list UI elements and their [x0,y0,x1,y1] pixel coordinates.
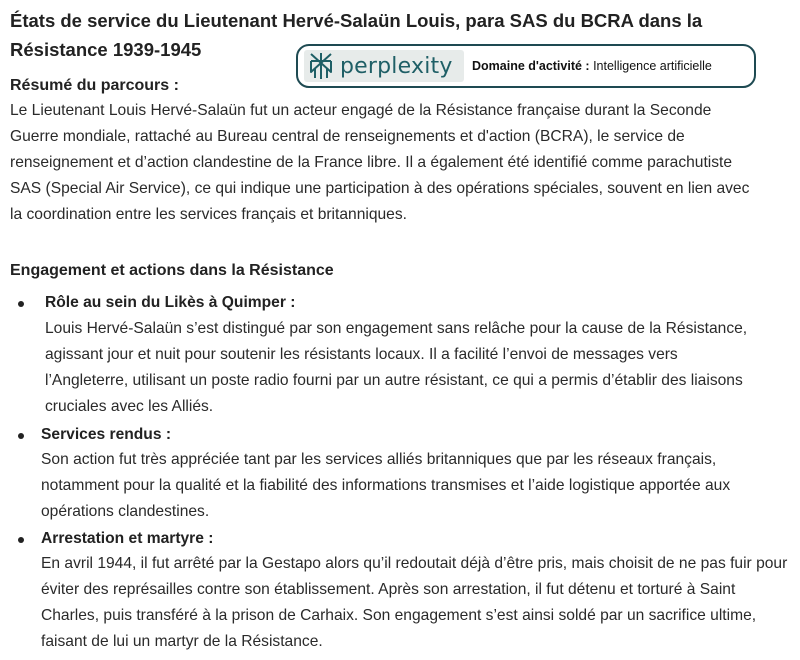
item-title-arrest: Arrestation et martyre : [41,530,214,547]
summary-heading: Résumé du parcours : [10,77,179,94]
engagement-heading: Engagement et actions dans la Résistance [10,262,334,279]
document-title: États de service du Lieutenant Hervé-Salaün Louis, para SAS du BCRA dans la Résistance 1939-1945 [10,10,703,60]
bullet-dot [18,537,24,543]
domain-label: Domaine d'activité : [472,59,590,73]
item-text-arrest: En avril 1944, il fut arrêté par la Gestapo alors qu’il redoutait déjà d’être pris, mais choisit de ne pas fuir pour éviter des représailles contre son établissement. Après son arrestation, il fut détenu et torturé à Saint Charles, puis transféré à la prison de Carhaix. Son engagement s’est ainsi soldé par un sacrifice ultime, faisant de lui un martyr de la Résistance. [41,555,788,650]
domain-value: Intelligence artificielle [593,59,712,73]
bullet-dot [18,301,24,307]
perplexity-logo [304,50,464,82]
perplexity-badge [296,44,756,88]
item-title-services: Services rendus : [41,426,172,443]
item-title-role: Rôle au sein du Likès à Quimper : [45,294,296,311]
domain-line [472,59,712,73]
perplexity-wordmark: perplexity [340,53,453,79]
item-text-role: Louis Hervé-Salaün s’est distingué par son engagement sans relâche pour la cause de la Résistance, agissant jour et nuit pour soutenir les résistants locaux. Il a facilité l’envoi de messages vers l’Angleterre, utilisant un poste radio fourni par un autre résistant, ce qui a permis d’établir des liaisons cruciales avec les Alliés. [45,320,748,415]
item-text-services: Son action fut très appréciée tant par les services alliés britanniques que par les réseaux français, notamment pour la qualité et la fiabilité des informations transmises et l’aide logistique apportée aux opérations clandestines. [41,451,731,520]
bullet-dot [18,433,24,439]
summary-text: Le Lieutenant Louis Hervé-Salaün fut un acteur engagé de la Résistance française durant la Seconde Guerre mondiale, rattaché au Bureau central de renseignements et d'action (BCRA), le service de renseignement et d’action clandestine de la France libre. Il a également été identifié comme parachutiste SAS (Special Air Service), ce qui indique une participation à des opérations spéciales, souvent en lien avec la coordination entre les services français et britanniques. [10,102,750,223]
perplexity-icon [308,52,334,80]
